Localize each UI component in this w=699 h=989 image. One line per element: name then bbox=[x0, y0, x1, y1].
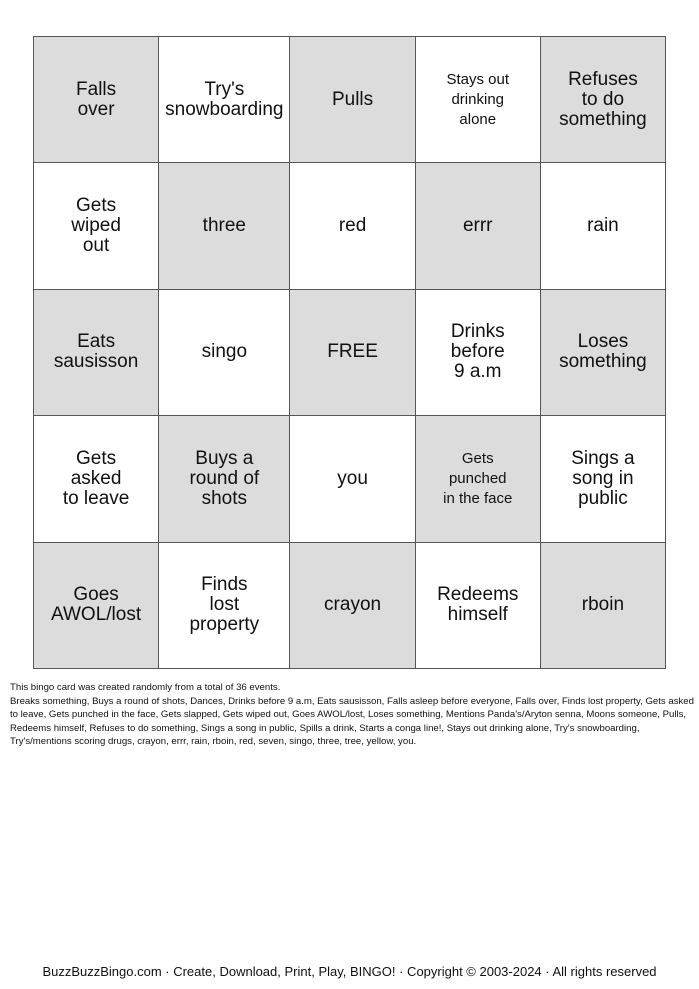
bingo-cell: red bbox=[290, 163, 415, 289]
bingo-cell: Pulls bbox=[290, 37, 415, 163]
bingo-cell: Loses something bbox=[541, 290, 666, 416]
bingo-cell: Stays out drinking alone bbox=[416, 37, 541, 163]
bingo-cell: crayon bbox=[290, 543, 415, 669]
bingo-cell: Finds lost property bbox=[159, 543, 290, 669]
bingo-cell: Drinks before 9 a.m bbox=[416, 290, 541, 416]
bingo-cell: rain bbox=[541, 163, 666, 289]
bingo-cell: rboin bbox=[541, 543, 666, 669]
bingo-cell: Goes AWOL/lost bbox=[34, 543, 159, 669]
bingo-cell: Sings a song in public bbox=[541, 416, 666, 542]
bingo-grid bbox=[33, 36, 666, 669]
bingo-cell: Buys a round of shots bbox=[159, 416, 290, 542]
bingo-cell: errr bbox=[416, 163, 541, 289]
info-summary: This bingo card was created randomly from a total of 36 events. bbox=[10, 682, 281, 693]
bingo-cell: Refuses to do something bbox=[541, 37, 666, 163]
bingo-cell: Gets punched in the face bbox=[416, 416, 541, 542]
bingo-cell: Try's snowboarding bbox=[159, 37, 290, 163]
bingo-cell: three bbox=[159, 163, 290, 289]
bingo-cell: you bbox=[290, 416, 415, 542]
bingo-cell: Redeems himself bbox=[416, 543, 541, 669]
bingo-cell: singo bbox=[159, 290, 290, 416]
bingo-cell: Eats sausisson bbox=[34, 290, 159, 416]
bingo-cell: Falls over bbox=[34, 37, 159, 163]
bingo-cell: Gets wiped out bbox=[34, 163, 159, 289]
card-info bbox=[10, 681, 695, 749]
bingo-cell: FREE bbox=[290, 290, 415, 416]
bingo-cell: Gets asked to leave bbox=[34, 416, 159, 542]
info-events: Breaks something, Buys a round of shots, Dances, Drinks before 9 a.m, Eats sausisson, Falls asleep before everyone, Falls over, Finds lost property, Gets asked to leave, Gets punched in the face, Gets slapped, Gets wiped out, Goes AWOL/lost, Loses something, Mentions Panda's/Aryton senna, Moons someone, Pulls, Redeems himself, Refuses to do something, Sings a song in public, Spills a drink, Starts a conga line!, Stays out drinking alone, Try's snowboarding, Try's/mentions scoring drugs, crayon, errr, rain, rboin, red, seven, singo, three, tree, yellow, you. bbox=[10, 695, 694, 747]
footer: BuzzBuzzBingo.com · Create, Download, Print, Play, BINGO! · Copyright © 2003-2024 · All rights reserved bbox=[42, 964, 657, 979]
